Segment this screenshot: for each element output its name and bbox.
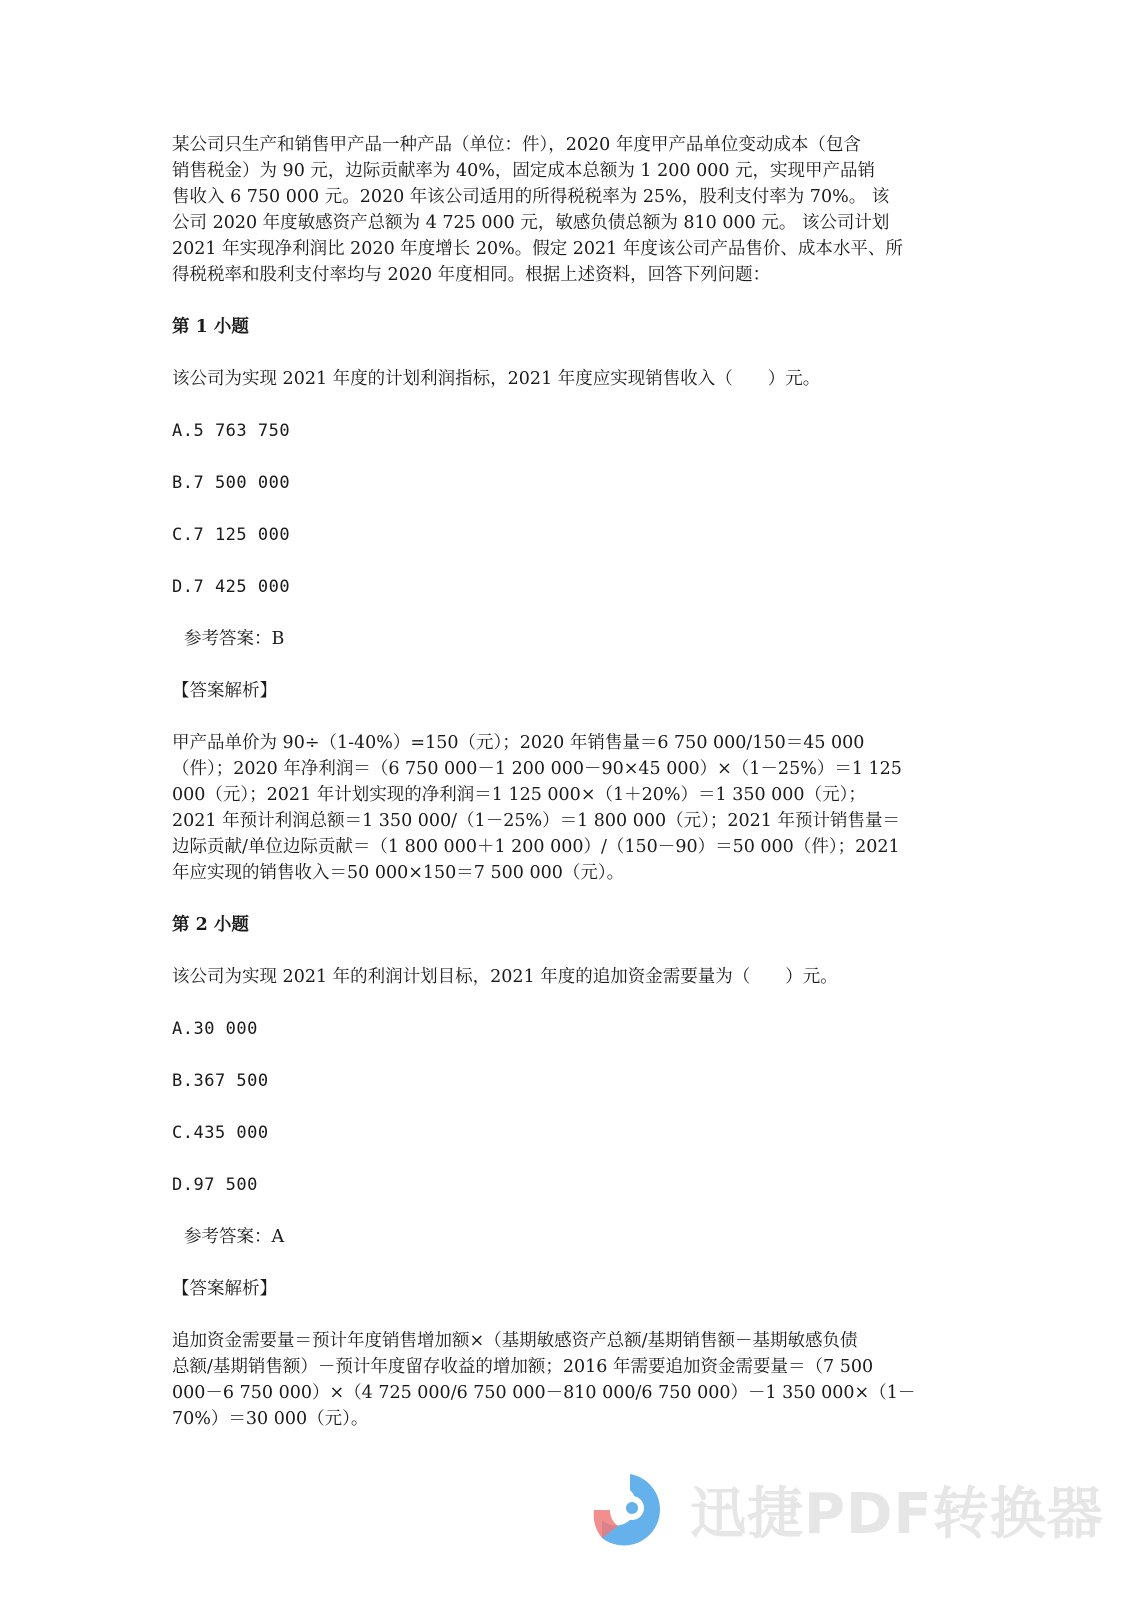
- watermark-text: 迅捷PDF转换器: [690, 1482, 1104, 1547]
- intro-paragraph: [172, 132, 972, 288]
- analysis-line: 总额/基期销售额）－预计年度留存收益的增加额；2016 年需要追加资金需要量＝（7 500: [172, 1357, 874, 1377]
- intro-line: 公司 2020 年度敏感资产总额为 4 725 000 元，敏感负债总额为 810 000 元。 该公司计划: [172, 213, 890, 233]
- analysis-line: 70%）＝30 000（元）。: [172, 1409, 369, 1429]
- intro-line: 销售税金）为 90 元，边际贡献率为 40%，固定成本总额为 1 200 000 元，实现甲产品销: [172, 161, 876, 181]
- question-2-option-c: C.435 000: [172, 1123, 269, 1143]
- question-1-analysis: [172, 730, 972, 886]
- analysis-line: 年应实现的销售收入＝50 000×150＝7 500 000（元）。: [172, 863, 625, 883]
- question-1-analysis-tag: 【答案解析】: [172, 681, 277, 701]
- question-2-option-a: A.30 000: [172, 1019, 258, 1039]
- analysis-line: （件）；2020 年净利润＝（6 750 000－1 200 000－90×45 000）×（1－25%）＝1 125: [172, 759, 902, 779]
- intro-line: 得税税率和股利支付率均与 2020 年度相同。根据上述资料，回答下列问题：: [172, 265, 771, 285]
- question-2-option-d: D.97 500: [172, 1175, 258, 1195]
- question-2-title: 第 2 小题: [172, 915, 249, 935]
- watermark: [588, 1460, 1108, 1560]
- intro-line: 2021 年实现净利润比 2020 年度增长 20%。假定 2021 年度该公司产品售价、成本水平、所: [172, 239, 903, 259]
- analysis-line: 边际贡献/单位边际贡献＝（1 800 000＋1 200 000）/（150－90）＝50 000（件）；2021: [172, 837, 900, 857]
- question-1-option-b: B.7 500 000: [172, 473, 291, 493]
- pdf-converter-logo-icon: [588, 1468, 672, 1552]
- question-2-analysis: [172, 1328, 972, 1432]
- question-1-option-c: C.7 125 000: [172, 525, 291, 545]
- document-page: [172, 132, 972, 1432]
- question-2-analysis-tag: 【答案解析】: [172, 1279, 277, 1299]
- analysis-line: 2021 年预计利润总额＝1 350 000/（1－25%）＝1 800 000（元）；2021 年预计销售量＝: [172, 811, 900, 831]
- analysis-line: 追加资金需要量＝预计年度销售增加额×（基期敏感资产总额/基期销售额－基期敏感负债: [172, 1331, 858, 1351]
- question-2-answer: 参考答案：A: [184, 1227, 285, 1247]
- question-1-title: 第 1 小题: [172, 317, 249, 337]
- analysis-line: 000（元）；2021 年计划实现的净利润＝1 125 000×（1＋20%）＝1 350 000（元）；: [172, 785, 866, 805]
- question-1-option-a: A.5 763 750: [172, 421, 291, 441]
- intro-line: 售收入 6 750 000 元。2020 年该公司适用的所得税税率为 25%，股利支付率为 70%。 该: [172, 187, 890, 207]
- intro-line: 某公司只生产和销售甲产品一种产品（单位：件），2020 年度甲产品单位变动成本（包含: [172, 135, 861, 155]
- analysis-line: 甲产品单价为 90÷（1-40%）=150（元）；2020 年销售量＝6 750 000/150＝45 000: [172, 733, 865, 753]
- question-1-answer: 参考答案：B: [184, 629, 285, 649]
- question-2-stem: 该公司为实现 2021 年的利润计划目标，2021 年度的追加资金需要量为（ ）元。: [172, 967, 838, 987]
- question-1-option-d: D.7 425 000: [172, 577, 291, 597]
- analysis-line: 000－6 750 000）×（4 725 000/6 750 000－810 000/6 750 000）－1 350 000×（1－: [172, 1383, 916, 1403]
- question-1-stem: 该公司为实现 2021 年度的计划利润指标，2021 年度应实现销售收入（ ）元。: [172, 369, 821, 389]
- question-2-option-b: B.367 500: [172, 1071, 269, 1091]
